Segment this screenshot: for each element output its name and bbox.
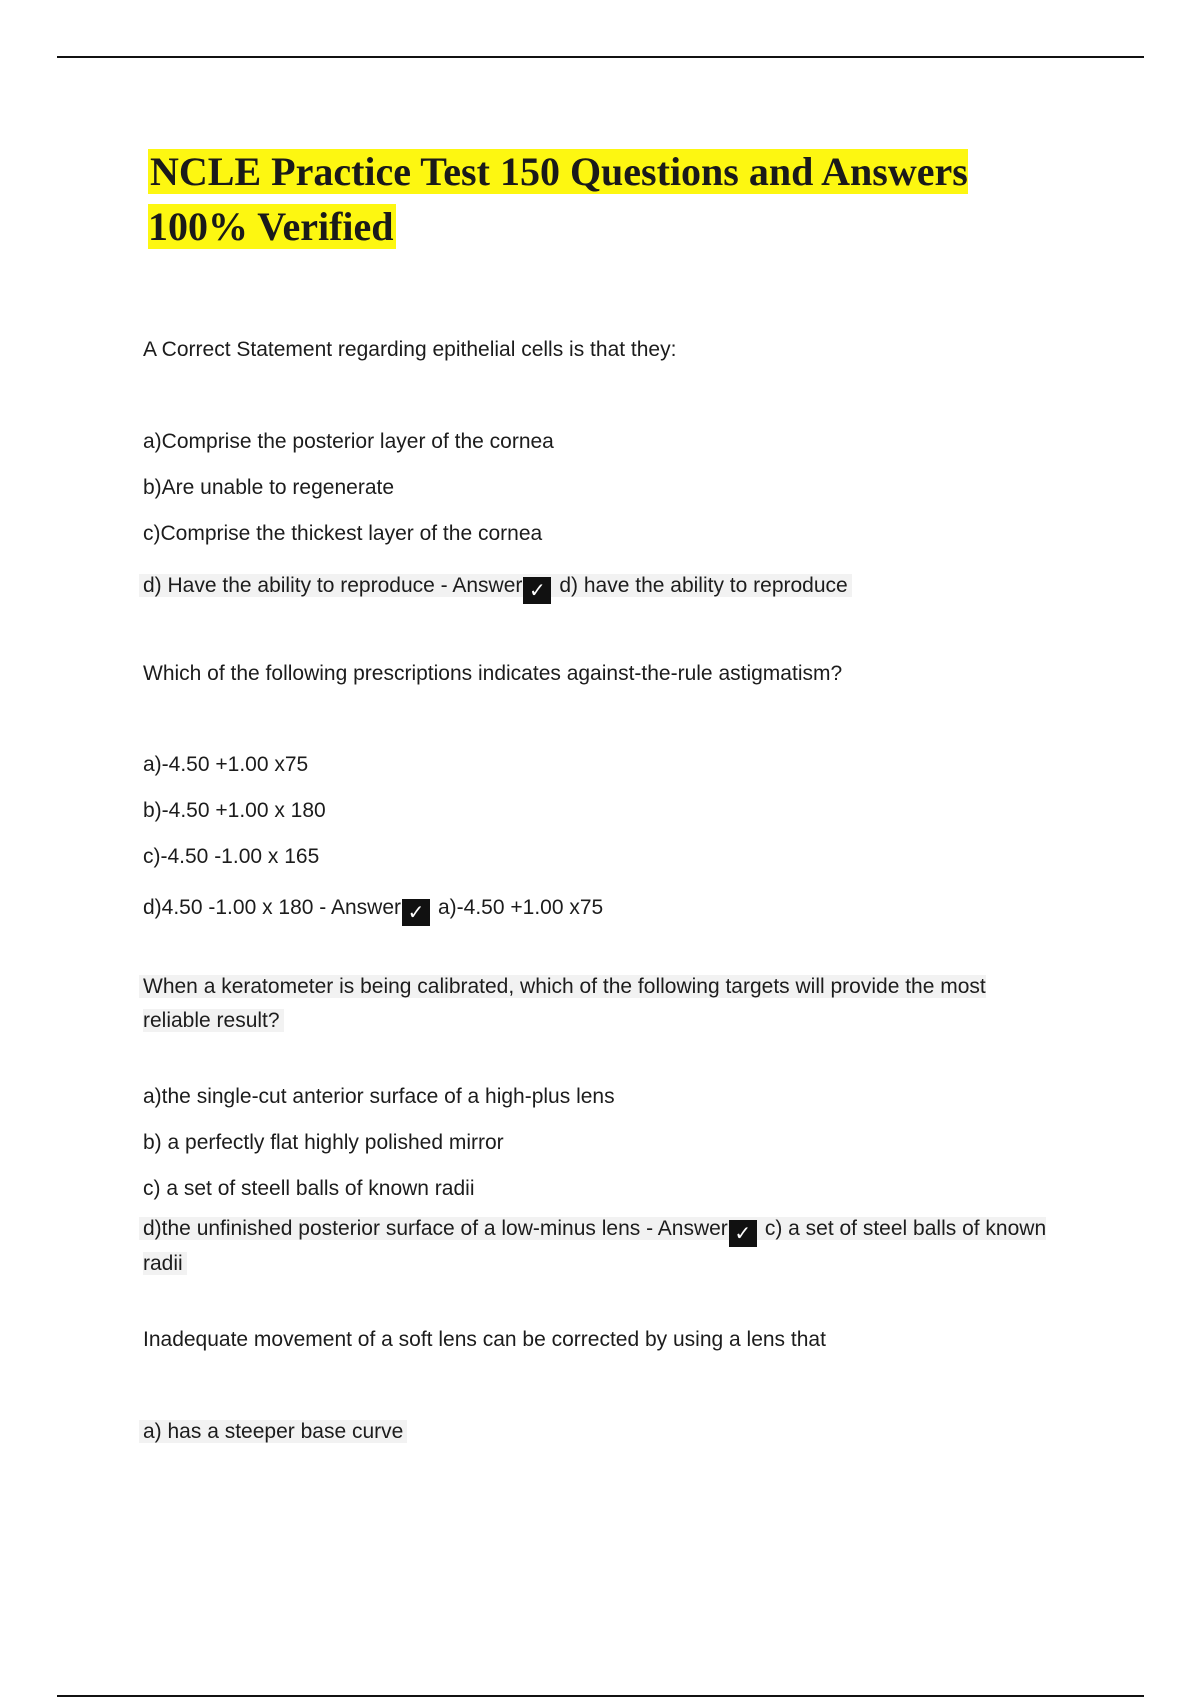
- question-2-answer: a)-4.50 +1.00 x75: [438, 896, 604, 919]
- question-1-option-d: d) Have the ability to reproduce: [143, 574, 435, 597]
- question-3-answer-line: [143, 1212, 1053, 1281]
- question-2-prompt: Which of the following prescriptions indicates against-the-rule astigmatism?: [143, 662, 843, 685]
- document-title: NCLE Practice Test 150 Questions and Answers 100% Verified: [148, 149, 968, 249]
- question-4-option-a: a) has a steeper base curve: [143, 1418, 407, 1446]
- question-2-option-a: a)-4.50 +1.00 x75: [143, 753, 309, 776]
- question-3-option-c: c) a set of steell balls of known radii: [143, 1177, 475, 1200]
- question-3-prompt: When a keratometer is being calibrated, which of the following targets will provide the most reliable result?: [143, 970, 1053, 1038]
- top-rule: [57, 56, 1144, 58]
- question-3-option-d: d)the unfinished posterior surface of a low-minus lens: [143, 1217, 641, 1240]
- question-2-option-b: b)-4.50 +1.00 x 180: [143, 799, 326, 822]
- question-2-answer-line: [143, 894, 603, 926]
- question-1-answer: d) have the ability to reproduce: [559, 574, 848, 597]
- question-1-option-a: a)Comprise the posterior layer of the cornea: [143, 430, 554, 453]
- question-3-option-a: a)the single-cut anterior surface of a high-plus lens: [143, 1085, 615, 1108]
- question-3-answer: c) a set of steel balls of known radii: [143, 1217, 1047, 1275]
- question-1-prompt: A Correct Statement regarding epithelial cells is that they:: [143, 338, 677, 361]
- answer-label: - Answer: [646, 1217, 728, 1240]
- question-2-option-c: c)-4.50 -1.00 x 165: [143, 845, 320, 868]
- question-1-answer-line: [143, 572, 852, 604]
- question-4-prompt: Inadequate movement of a soft lens can be corrected by using a lens that: [143, 1328, 826, 1351]
- question-2-option-d: d)4.50 -1.00 x 180: [143, 896, 314, 919]
- answer-label: - Answer: [440, 574, 523, 597]
- checkmark-icon: ✓: [729, 1220, 757, 1247]
- question-3-option-b: b) a perfectly flat highly polished mirror: [143, 1131, 504, 1154]
- checkmark-icon: ✓: [402, 899, 430, 926]
- question-1-option-c: c)Comprise the thickest layer of the cornea: [143, 522, 543, 545]
- checkmark-icon: ✓: [523, 577, 551, 604]
- bottom-rule: [57, 1695, 1144, 1697]
- question-1-option-b: b)Are unable to regenerate: [143, 476, 395, 499]
- answer-label: - Answer: [319, 896, 401, 919]
